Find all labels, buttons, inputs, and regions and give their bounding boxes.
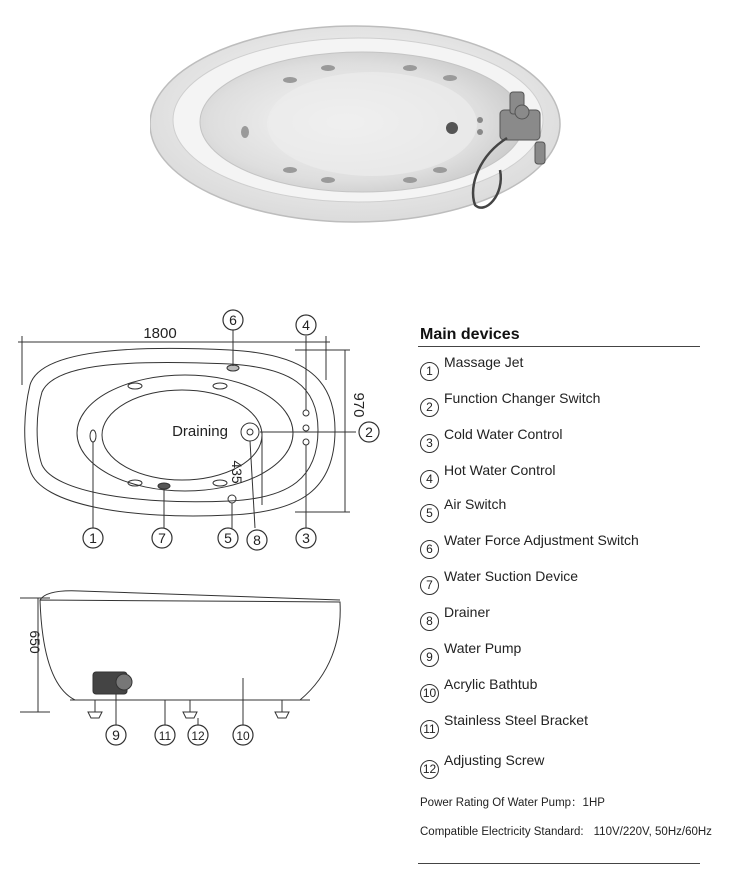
legend-item-number: 10 xyxy=(420,684,439,703)
legend-item-number: 3 xyxy=(420,434,439,453)
callout-number: 10 xyxy=(236,729,250,743)
legend-item-number: 5 xyxy=(420,504,439,523)
legend-panel xyxy=(418,318,712,878)
legend-item xyxy=(420,354,705,380)
callout-number: 2 xyxy=(365,424,373,440)
legend-item-label: Adjusting Screw xyxy=(444,752,545,768)
callout-number: 11 xyxy=(158,729,172,743)
legend-item-label: Hot Water Control xyxy=(444,462,556,478)
spec-pump-power-label: Power Rating Of Water Pump： xyxy=(420,797,583,809)
legend-item-number: 9 xyxy=(420,648,439,667)
legend-item-label: Acrylic Bathtub xyxy=(444,676,538,692)
callout-8 xyxy=(247,530,267,550)
legend-item xyxy=(420,604,705,630)
technical-diagram xyxy=(0,300,410,886)
legend-item-label: Drainer xyxy=(444,604,490,620)
legend-item-label: Stainless Steel Bracket xyxy=(444,712,588,728)
legend-item-number: 1 xyxy=(420,362,439,381)
callout-number: 7 xyxy=(158,530,166,546)
callout-number: 3 xyxy=(302,530,310,546)
callout-1 xyxy=(83,528,103,548)
height-dimension: 650 xyxy=(27,630,43,654)
legend-item-label: Water Pump xyxy=(444,640,522,656)
legend-item xyxy=(420,426,705,452)
legend-item-label: Water Force Adjustment Switch xyxy=(444,532,639,548)
length-dimension: 1800 xyxy=(143,325,177,342)
callout-2 xyxy=(359,422,379,442)
legend-item xyxy=(420,532,705,558)
callout-3 xyxy=(296,528,316,548)
legend-item xyxy=(420,712,705,738)
legend-title: Main devices xyxy=(420,326,520,343)
width-dimension: 970 xyxy=(350,392,367,418)
callout-11 xyxy=(155,725,175,745)
callout-5 xyxy=(218,528,238,548)
legend-item xyxy=(420,568,705,594)
spec-electricity-value: 110V/220V, 50Hz/60Hz xyxy=(593,826,712,838)
spec-electricity xyxy=(420,826,712,838)
legend-item-number: 11 xyxy=(420,720,439,739)
legend-item xyxy=(420,676,705,702)
legend-item xyxy=(420,496,705,522)
callout-number: 9 xyxy=(112,727,120,743)
callout-4 xyxy=(296,315,316,335)
callout-number: 4 xyxy=(302,317,310,333)
legend-top-rule xyxy=(418,346,700,347)
callout-number: 5 xyxy=(224,530,232,546)
legend-item-number: 4 xyxy=(420,470,439,489)
legend-bottom-rule xyxy=(418,863,700,864)
legend-item-label: Massage Jet xyxy=(444,354,524,370)
spec-pump-power xyxy=(420,794,605,810)
legend-item-number: 2 xyxy=(420,398,439,417)
callout-7 xyxy=(152,528,172,548)
legend-item xyxy=(420,640,705,666)
legend-item-number: 8 xyxy=(420,612,439,631)
legend-item-number: 6 xyxy=(420,540,439,559)
legend-item-label: Cold Water Control xyxy=(444,426,563,442)
callout-number: 12 xyxy=(191,729,205,743)
legend-item xyxy=(420,752,705,778)
legend-item-label: Function Changer Switch xyxy=(444,390,601,406)
spec-electricity-label: Compatible Electricity Standard: xyxy=(420,826,584,838)
callout-number: 8 xyxy=(253,532,261,548)
legend-item xyxy=(420,462,705,488)
callout-12 xyxy=(188,725,208,745)
legend-item xyxy=(420,390,705,416)
legend-item-label: Water Suction Device xyxy=(444,568,579,584)
callout-9 xyxy=(106,725,126,745)
callout-number: 1 xyxy=(89,530,97,546)
draining-label: Draining xyxy=(172,423,228,440)
legend-item-number: 7 xyxy=(420,576,439,595)
callout-6 xyxy=(223,310,243,330)
side-view-outline xyxy=(40,600,340,700)
spec-pump-power-value: 1HP xyxy=(582,797,605,809)
bathtub-photo xyxy=(150,20,570,235)
legend-item-number: 12 xyxy=(420,760,439,779)
inner-dimension: 435 xyxy=(229,460,245,484)
callout-10 xyxy=(233,725,253,745)
callout-number: 6 xyxy=(229,312,237,328)
legend-item-label: Air Switch xyxy=(444,496,507,512)
